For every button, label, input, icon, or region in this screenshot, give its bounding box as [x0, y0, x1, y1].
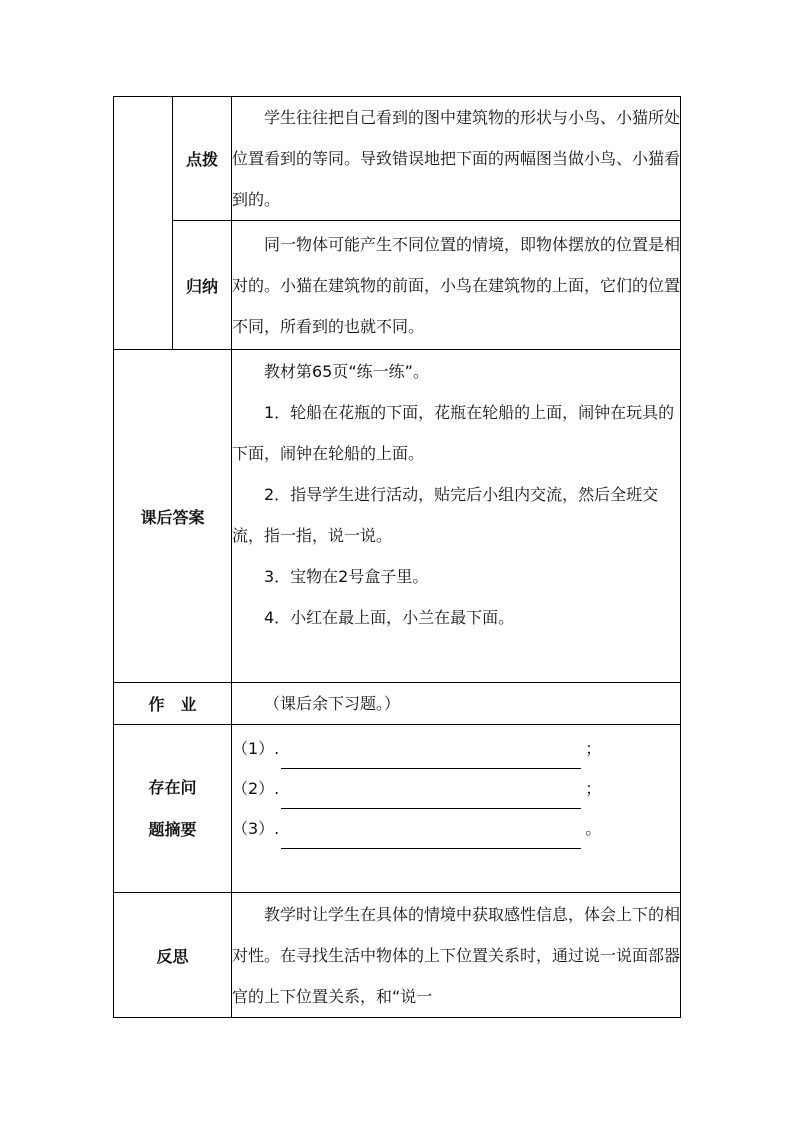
- issue-line-3: [232, 809, 680, 849]
- label-issues-line2: 题摘要: [148, 819, 197, 839]
- content-homework: [232, 683, 681, 725]
- content-reflection: [232, 893, 681, 1018]
- label-guina: 归纳: [173, 221, 232, 350]
- merged-left-cell: [114, 97, 173, 350]
- issue-suffix-3: 。: [585, 819, 602, 838]
- answer-item-4: 4．小红在最上面，小兰在最下面。: [264, 608, 515, 627]
- text-guina: 同一物体可能产生不同位置的情境，即物体摆放的位置是相对的。小猫在建筑物的前面，小鸟在建筑物的上面，它们的位置不同，所看到的也就不同。: [232, 234, 681, 336]
- issue-blank-1[interactable]: [281, 742, 581, 769]
- label-answers: 课后答案: [114, 350, 232, 683]
- content-guina: [232, 221, 681, 350]
- issue-suffix-1: ；: [585, 739, 602, 758]
- lesson-table: [113, 96, 681, 1018]
- row-homework: [114, 683, 681, 725]
- issue-blank-3[interactable]: [281, 822, 581, 849]
- text-dianbo: 学生往往把自己看到的图中建筑物的形状与小鸟、小猫所处位置看到的等同。导致错误地把下面的两幅图当做小鸟、小猫看到的。: [232, 108, 681, 209]
- row-issues: [114, 725, 681, 893]
- issue-prefix-3: （3）.: [232, 819, 280, 838]
- label-issues-line1: 存在问: [148, 777, 197, 797]
- answer-item-3: 3．宝物在2号盒子里。: [264, 567, 429, 586]
- label-issues: [114, 725, 232, 893]
- content-answers: [232, 350, 681, 683]
- label-reflection: 反思: [114, 893, 232, 1018]
- content-issues: [232, 725, 681, 893]
- issue-suffix-2: ；: [585, 779, 602, 798]
- answer-item-2: 2．指导学生进行活动，贴完后小组内交流，然后全班交流，指一指，说一说。: [232, 485, 659, 545]
- issue-prefix-1: （1）.: [232, 739, 280, 758]
- label-homework: 作 业: [114, 683, 232, 725]
- row-guina: [114, 221, 681, 350]
- row-reflection: [114, 893, 681, 1018]
- text-homework: （课后余下习题。）: [264, 693, 401, 713]
- issue-line-2: [232, 769, 680, 809]
- answer-item-1: 1．轮船在花瓶的下面，花瓶在轮船的上面，闹钟在玩具的下面，闹钟在轮船的上面。: [232, 403, 675, 463]
- content-dianbo: [232, 97, 681, 221]
- row-dianbo: [114, 97, 681, 221]
- issue-line-1: [232, 729, 680, 769]
- row-answers: [114, 350, 681, 683]
- issue-prefix-2: （2）.: [232, 779, 280, 798]
- issue-blank-2[interactable]: [281, 782, 581, 809]
- text-reflection: 教学时让学生在具体的情境中获取感性信息，体会上下的相对性。在寻找生活中物体的上下位置关系时，通过说一说面部器官的上下位置关系，和“说一: [232, 904, 681, 1006]
- answers-intro: 教材第65页“练一练”。: [264, 362, 429, 381]
- label-dianbo: 点拨: [173, 97, 232, 221]
